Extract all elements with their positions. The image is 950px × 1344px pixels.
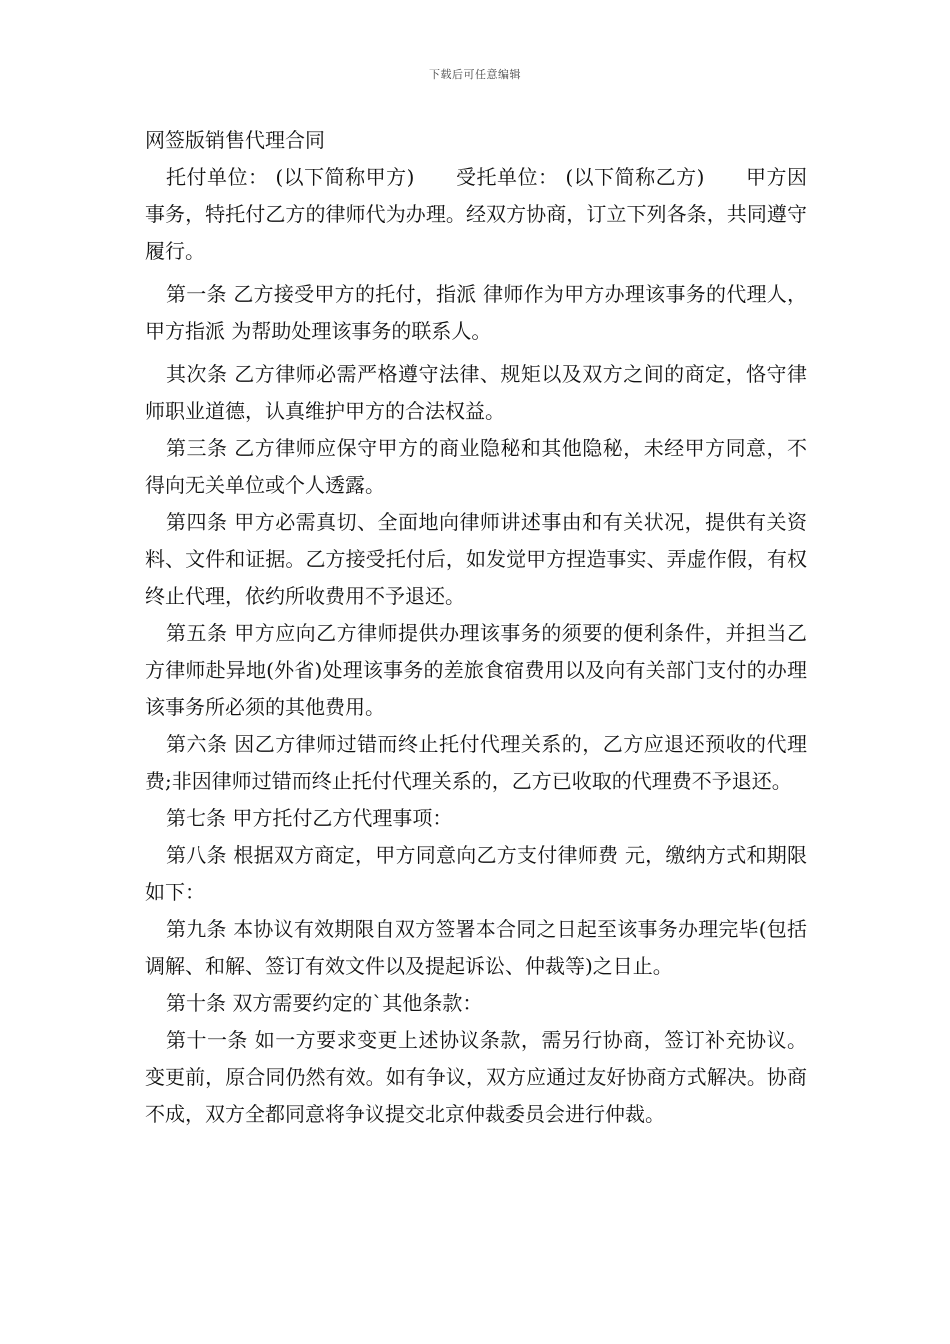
paragraph-article-5: 第五条 甲方应向乙方律师提供办理该事务的须要的便利条件，并担当乙方律师赴异地(外省)处理该事务的差旅食宿费用以及向有关部门支付的办理该事务所必须的其他费用。 bbox=[145, 621, 807, 719]
paragraph-article-8: 第八条 根据双方商定，甲方同意向乙方支付律师费 元，缴纳方式和期限如下： bbox=[145, 843, 807, 904]
paragraph-article-11: 第十一条 如一方要求变更上述协议条款，需另行协商，签订补充协议。变更前，原合同仍然有效。如有争议，双方应通过友好协商方式解决。协商不成，双方全都同意将争议提交北京仲裁委员会进行仲裁。 bbox=[145, 1028, 807, 1126]
document-title: 网签版销售代理合同 bbox=[145, 128, 325, 152]
document-body bbox=[145, 122, 807, 1133]
paragraph-article-4: 第四条 甲方必需真切、全面地向律师讲述事由和有关状况，提供有关资料、文件和证据。乙方接受托付后，如发觉甲方捏造事实、弄虚作假，有权终止代理，依约所收费用不予退还。 bbox=[145, 510, 807, 608]
paragraph-article-1: 第一条 乙方接受甲方的托付，指派 律师作为甲方办理该事务的代理人，甲方指派 为帮助处理该事务的联系人。 bbox=[145, 282, 807, 343]
paragraph-parties: 托付单位： (以下简称甲方) 受托单位： (以下简称乙方) 甲方因 事务，特托付乙方的律师代为办理。经双方协商，订立下列各条，共同遵守履行。 bbox=[145, 165, 807, 263]
page-header: 下载后可任意编辑 bbox=[429, 68, 521, 81]
paragraph-article-6: 第六条 因乙方律师过错而终止托付代理关系的，乙方应退还预收的代理费;非因律师过错而终止托付代理关系的，乙方已收取的代理费不予退还。 bbox=[145, 732, 807, 793]
paragraph-article-9: 第九条 本协议有效期限自双方签署本合同之日起至该事务办理完毕(包括调解、和解、签订有效文件以及提起诉讼、仲裁等)之日止。 bbox=[145, 917, 807, 978]
paragraph-article-7: 第七条 甲方托付乙方代理事项： bbox=[166, 806, 453, 830]
paragraph-article-2: 其次条 乙方律师必需严格遵守法律、规矩以及双方之间的商定，恪守律师职业道德，认真维护甲方的合法权益。 bbox=[145, 362, 807, 423]
paragraph-article-10: 第十条 双方需要约定的`其他条款： bbox=[166, 991, 483, 1015]
paragraph-article-3: 第三条 乙方律师应保守甲方的商业隐秘和其他隐秘，未经甲方同意，不得向无关单位或个人透露。 bbox=[145, 436, 807, 497]
